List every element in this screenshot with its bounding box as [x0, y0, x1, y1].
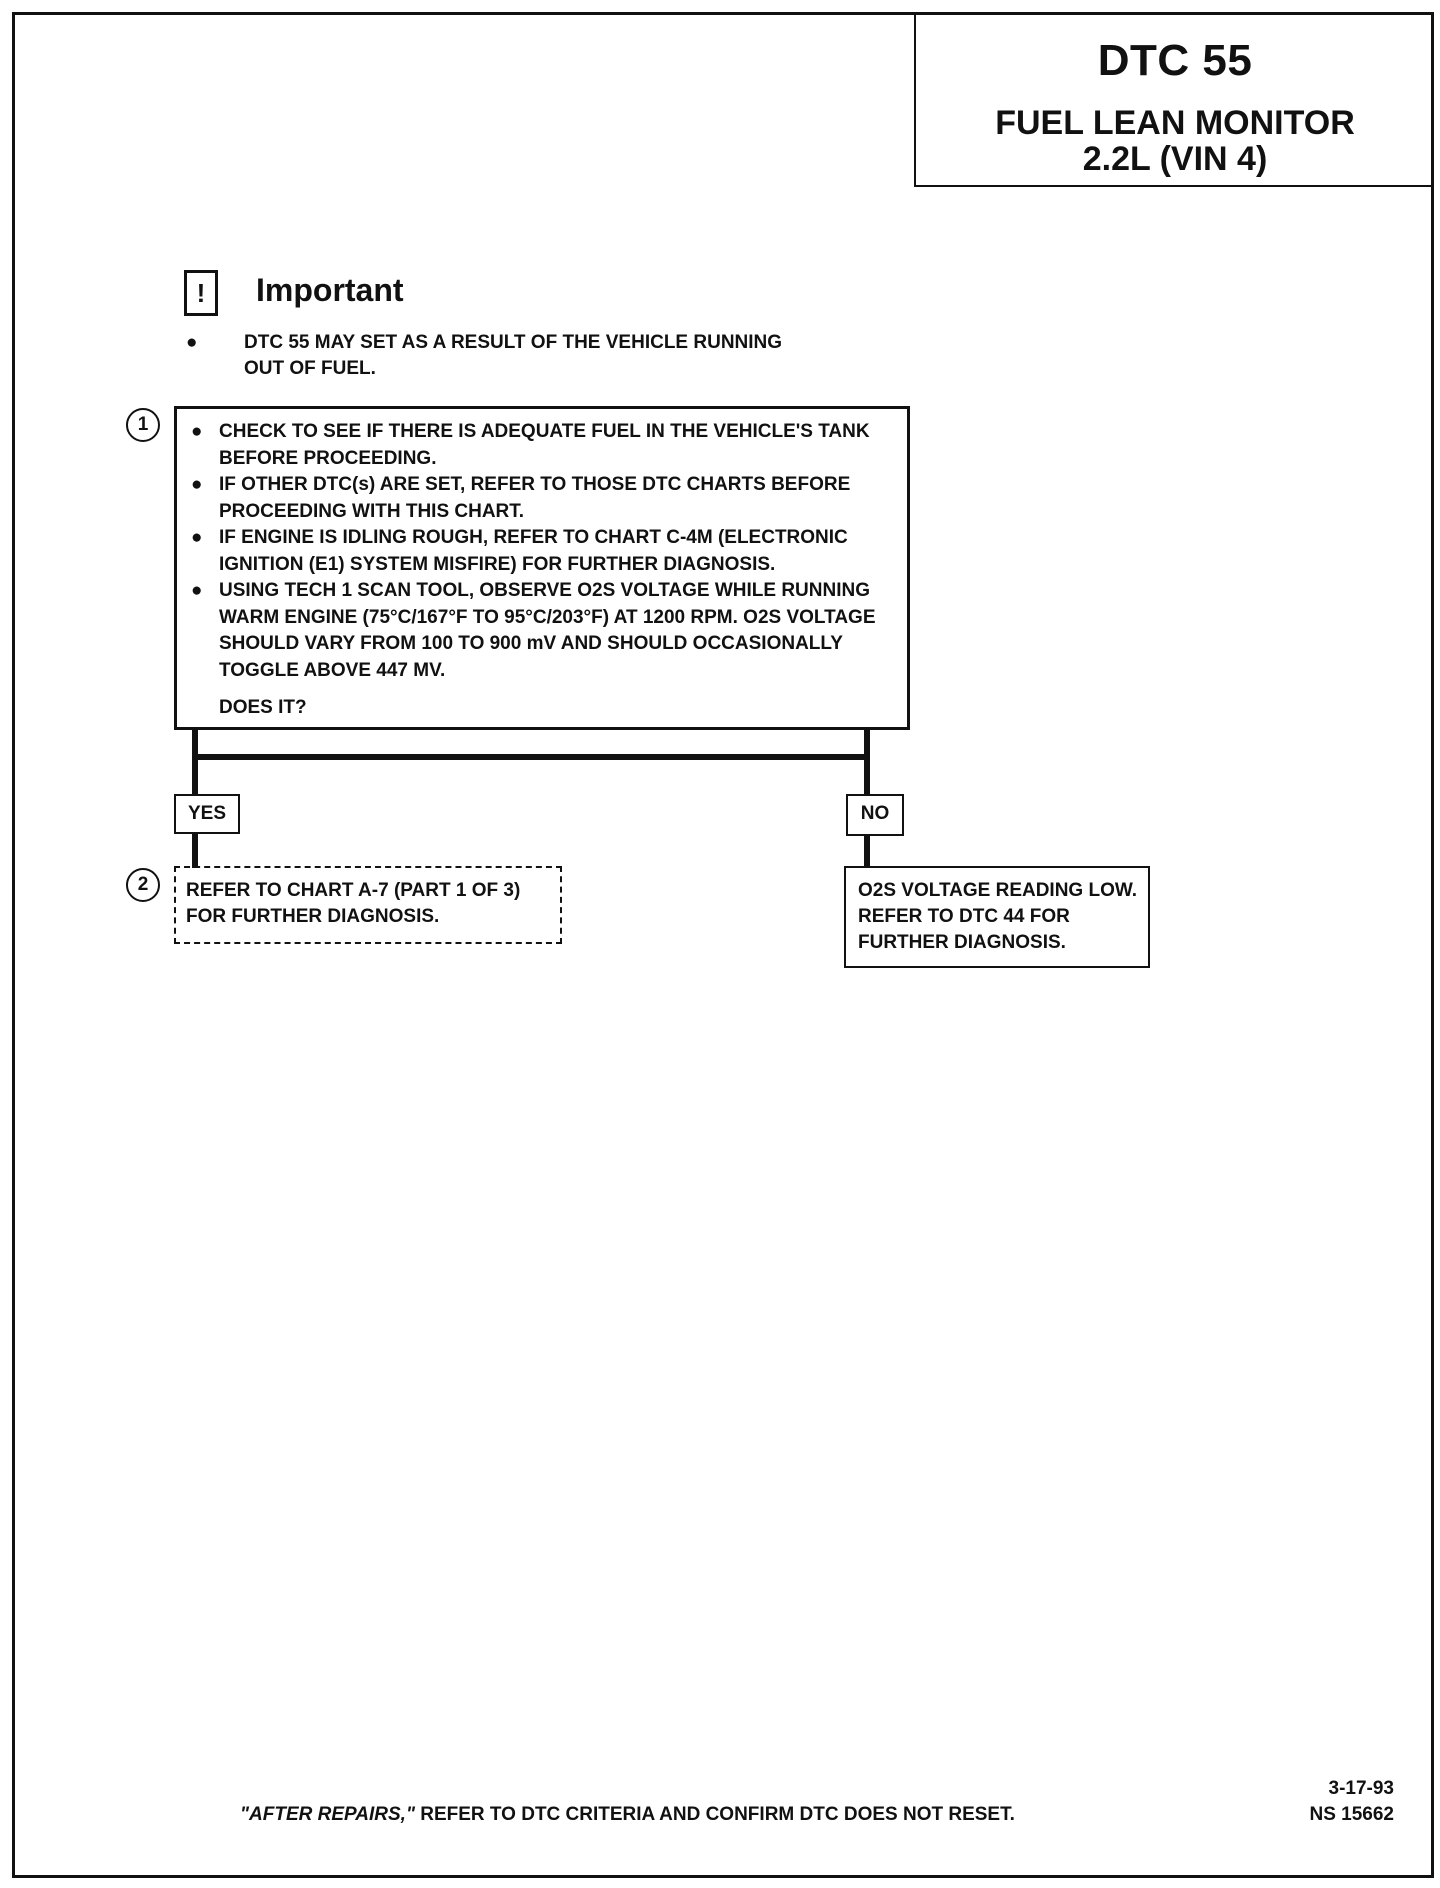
step-1-item-4: USING TECH 1 SCAN TOOL, OBSERVE O2S VOLTAGE WHILE RUNNING WARM ENGINE (75°C/167°F TO 95°C/203°F) AT 1200 RPM. O2S VOLTAGE SHOULD VARY FROM 100 TO 900 mV AND SHOULD OCCASIONALLY TOGGLE ABOVE 447 MV.: [219, 580, 876, 681]
list-item: [187, 419, 903, 472]
bullet-icon: ●: [186, 332, 198, 353]
page-subtitle: FUEL LEAN MONITOR: [995, 104, 1355, 142]
connector-no-result: [864, 836, 870, 868]
list-item: [187, 525, 903, 578]
bullet-icon: ●: [191, 527, 203, 548]
step-2-box: REFER TO CHART A-7 (PART 1 OF 3) FOR FURTHER DIAGNOSIS.: [174, 866, 562, 944]
no-label: NO: [846, 794, 904, 836]
bullet-icon: ●: [191, 421, 203, 442]
page-frame: [12, 12, 1434, 1878]
connector-yes-drop: [192, 730, 198, 796]
caution-icon: !: [184, 270, 218, 316]
important-note-text: DTC 55 MAY SET AS A RESULT OF THE VEHICLE RUNNING OUT OF FUEL.: [244, 332, 783, 379]
step-1-item-3: IF ENGINE IS IDLING ROUGH, REFER TO CHART C-4M (ELECTRONIC IGNITION (E1) SYSTEM MISFIRE) FOR FURTHER DIAGNOSIS.: [219, 527, 848, 575]
title-block: [914, 12, 1434, 187]
bullet-icon: ●: [191, 474, 203, 495]
page-title: DTC 55: [1097, 36, 1253, 85]
step-2-marker: 2: [126, 868, 160, 902]
step-1-item-2: IF OTHER DTC(s) ARE SET, REFER TO THOSE DTC CHARTS BEFORE PROCEEDING WITH THIS CHART.: [219, 474, 851, 522]
yes-label: YES: [174, 794, 240, 834]
step-1-box: [174, 406, 910, 730]
document-number: NS 15662: [1309, 1804, 1394, 1825]
list-item: [187, 472, 903, 525]
bullet-icon: ●: [191, 580, 203, 601]
step-1-question: DOES IT?: [219, 697, 307, 718]
connector-horizontal: [192, 754, 870, 760]
document-date: 3-17-93: [1328, 1778, 1394, 1799]
connector-no-drop: [864, 730, 870, 796]
step-1-marker: 1: [126, 408, 160, 442]
connector-yes-step2: [192, 834, 198, 868]
after-repairs-instruction: REFER TO DTC CRITERIA AND CONFIRM DTC DOES NOT RESET.: [414, 1804, 1015, 1825]
important-label: Important: [256, 272, 404, 308]
no-result-box: O2S VOLTAGE READING LOW. REFER TO DTC 44 FOR FURTHER DIAGNOSIS.: [844, 866, 1150, 968]
step-1-item-1: CHECK TO SEE IF THERE IS ADEQUATE FUEL IN THE VEHICLE'S TANK BEFORE PROCEEDING.: [219, 421, 870, 469]
engine-spec: 2.2L (VIN 4): [1082, 139, 1268, 178]
after-repairs-note: [240, 1804, 1015, 1826]
document-reference: [1309, 1776, 1394, 1828]
after-repairs-label: "AFTER REPAIRS,": [240, 1804, 415, 1825]
list-item: [187, 578, 903, 684]
